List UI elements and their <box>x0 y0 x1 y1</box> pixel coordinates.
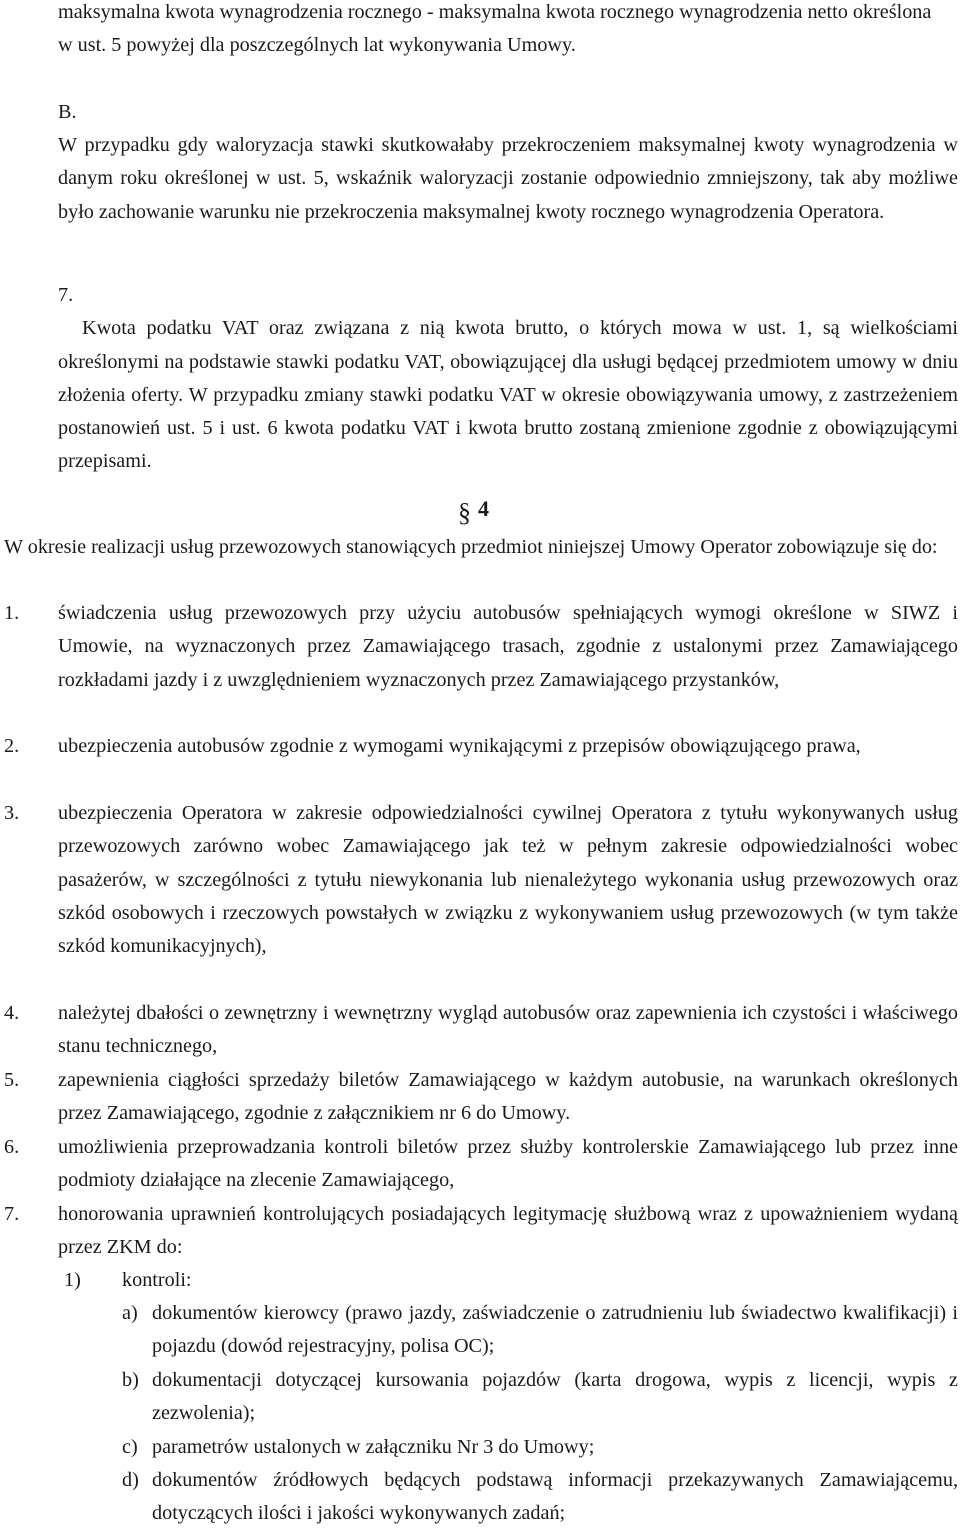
letter-label: c) <box>122 1436 138 1458</box>
section-heading <box>0 492 960 532</box>
letter-text: parametrów ustalonych w załączniku Nr 3 do Umowy; <box>152 1436 595 1458</box>
list-item-text: honorowania uprawnień kontrolujących posiadających legitymację służbową wraz z upoważnieniem wydaną przez ZKM do: <box>58 1203 958 1259</box>
section-number: 4 <box>478 496 489 521</box>
letter-text: dokumentów kierowcy (prawo jazdy, zaświadczenie o zatrudnieniu lub świadectwo kwalifikacji) i pojazdu (dowód rejestracyjny, polisa OC); <box>152 1302 958 1358</box>
list-item-text: umożliwienia przeprowadzania kontroli biletów przez służby kontrolerskie Zamawiającego lub przez inne podmioty działające na zlecenie Zamawiającego, <box>58 1136 958 1192</box>
section-intro: W okresie realizacji usług przewozowych stanowiących przedmiot niniejszej Umowy Operator zobowiązuje się do: <box>4 536 938 558</box>
letter-label: b) <box>122 1369 139 1391</box>
intro-label-b: B. <box>58 101 77 123</box>
sub-item-number: 1) <box>64 1269 81 1291</box>
letter-label: d) <box>122 1469 139 1491</box>
section-symbol: § <box>458 498 471 527</box>
list-item-number: 7. <box>4 1203 20 1225</box>
list-item-number: 5. <box>4 1069 20 1091</box>
point-number: 7. <box>58 284 74 306</box>
intro-paragraph-a: maksymalna kwota wynagrodzenia rocznego - maksymalna kwota rocznego wynagrodzenia netto określona w ust. 5 powyżej dla poszczególnych lat wykonywania Umowy. <box>58 1 932 57</box>
list-item-number: 2. <box>4 735 20 757</box>
letter-text: dokumentów źródłowych będących podstawą informacji przekazywanych Zamawiającemu, dotyczących ilości i jakości wykonywanych zadań; <box>152 1469 958 1525</box>
list-item-number: 4. <box>4 1002 20 1024</box>
list-item-text: ubezpieczenia Operatora w zakresie odpowiedzialności cywilnej Operatora z tytułu wykonywanych usług przewozowych zarówno wobec Zamawiającego jak też w pełnym zakresie odpowiedzialności wobec pasażerów, w szczególności z tytułu niewykonania lub nienależytego wykonania usług przewozowych oraz szkód osobowych i rzeczowych powstałych w związku z wykonywaniem usług przewozowych (w tym także szkód komunikacyjnych), <box>58 802 958 958</box>
point-text <box>58 279 958 479</box>
list-item-number: 1. <box>4 602 20 624</box>
list-item-number: 6. <box>4 1136 20 1158</box>
letter-label: a) <box>122 1302 138 1324</box>
list-item-text: należytej dbałości o zewnętrzny i wewnętrzny wygląd autobusów oraz zapewnienia ich czystości i właściwego stanu technicznego, <box>58 1002 958 1058</box>
list-item-text: ubezpieczenia autobusów zgodnie z wymogami wynikającymi z przepisów obowiązującego prawa, <box>58 735 861 757</box>
intro-paragraph-b: W przypadku gdy waloryzacja stawki skutkowałaby przekroczeniem maksymalnej kwoty wynagrodzenia w danym roku określonej w ust. 5, wskaźnik waloryzacji zostanie odpowiednio zmniejszony, tak aby możliwe było zachowanie warunku nie przekroczenia maksymalnej kwoty rocznego wynagrodzenia Operatora. <box>58 134 958 223</box>
letter-text: dokumentacji dotyczącej kursowania pojazdów (karta drogowa, wypis z licencji, wypis z zezwolenia); <box>152 1369 958 1425</box>
list-item-text: zapewnienia ciągłości sprzedaży biletów Zamawiającego w każdym autobusie, na warunkach określonych przez Zamawiającego, zgodnie z załącznikiem nr 6 do Umowy. <box>58 1069 958 1125</box>
list-item-number: 3. <box>4 802 20 824</box>
point-7-text: Kwota podatku VAT oraz związana z nią kwota brutto, o których mowa w ust. 1, są wielkościami określonymi na podstawie stawki podatku VAT, obowiązującej dla usługi będącej przedmiotem umowy w dniu złożenia oferty. W przypadku zmiany stawki podatku VAT w okresie obowiązywania umowy, z zastrzeżeniem postanowień ust. 5 i ust. 6 kwota podatku VAT i kwota brutto zostaną zmienione zgodnie z obowiązującymi przepisami. <box>58 317 958 473</box>
list-item-text: świadczenia usług przewozowych przy użyciu autobusów spełniających wymogi określone w SIWZ i Umowie, na wyznaczonych przez Zamawiającego trasach, zgodnie z ustalonymi przez Zamawiającego rozkładami jazdy i z uwzględnieniem wyznaczonych przez Zamawiającego przystanków, <box>58 602 958 691</box>
sub-item-text: kontroli: <box>122 1269 192 1291</box>
